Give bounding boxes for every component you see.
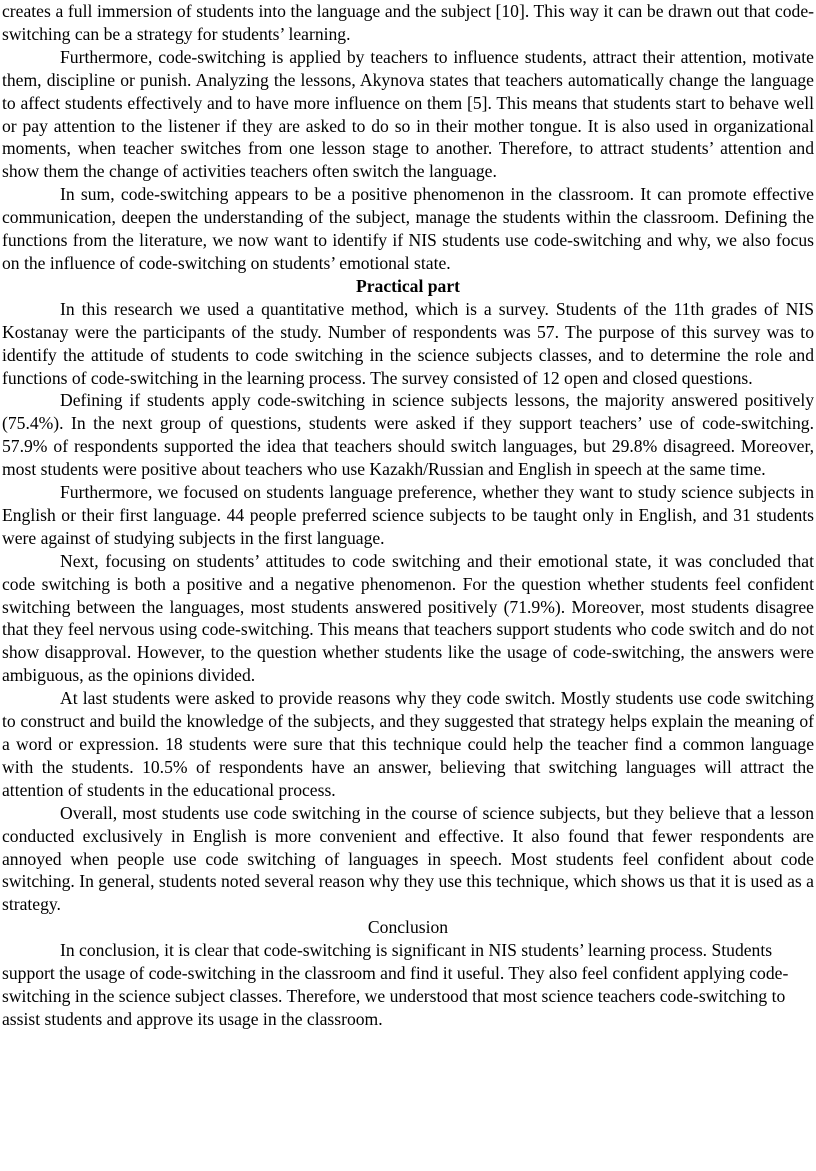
section-heading-conclusion: Conclusion bbox=[367, 917, 449, 938]
paragraph-method: In this research we used a quantitative method, which is a survey. Students of the 11th grades of NIS Kostanay were the participants of the study. Number of respondents was 57. The purpose of this survey was to identify the attitude of students to code switching in the science subjects classes, and to determine the role and functions of code-switching in the learning process. The survey consisted of 12 open and closed questions. bbox=[2, 298, 814, 388]
paragraph-conclusion: In conclusion, it is clear that code-switching is significant in NIS students’ learning process. Students support the usage of code-switching in the classroom and find it useful. They also feel confident applying code-switching in the science subject classes. Therefore, we understood that most science teachers code-switching to assist students and approve its usage in the classroom. bbox=[2, 940, 789, 1029]
paragraph-reasons: At last students were asked to provide reasons why they code switch. Mostly students use code switching to construct and build the knowledge of the subjects, and they suggested that strategy helps explain the meaning of a word or expression. 18 students were sure that this technique could help the teacher find a common language with the students. 10.5% of respondents have an answer, believing that switching languages will attract the attention of students in the educational process. bbox=[2, 688, 814, 800]
paragraph-overall: Overall, most students use code switching in the course of science subjects, but they believe that a lesson conducted exclusively in English is more convenient and effective. It also found that fewer respondents are annoyed when people use code switching of languages in speech. Most students feel confident about code switching. In general, students noted several reason why they use this technique, which shows us that it is used as a strategy. bbox=[2, 802, 814, 915]
section-heading-practical-part: Practical part bbox=[355, 275, 461, 296]
paragraph-language-preference: Furthermore, we focused on students language preference, whether they want to study science subjects in English or their first language. 44 people preferred science subjects to be taught only in English, and 31 students were against of studying subjects in the first language. bbox=[2, 482, 814, 548]
document-page bbox=[2, 0, 814, 1031]
paragraph-intro-continuation: creates a full immersion of students into the language and the subject [10]. This way it can be drawn out that code-switching can be a strategy for students’ learning. bbox=[2, 1, 814, 44]
paragraph-teacher-influence: Furthermore, code-switching is applied by teachers to influence students, attract their attention, motivate them, discipline or punish. Analyzing the lessons, Akynova states that teachers automatically change the language to affect students effectively and to have more influence on them [5]. This means that students start to behave well or pay attention to the listener if they are asked to do so in their mother tongue. It is also used in organizational moments, when teacher switches from one lesson stage to another. Therefore, to attract students’ attention and show them the change of activities teachers often switch the language. bbox=[2, 46, 814, 182]
paragraph-summary: In sum, code-switching appears to be a positive phenomenon in the classroom. It can promote effective communication, deepen the understanding of the subject, manage the students within the classroom. Defining the functions from the literature, we now want to identify if NIS students use code-switching and why, we also focus on the influence of code-switching on students’ emotional state. bbox=[2, 184, 814, 273]
paragraph-results-usage: Defining if students apply code-switching in science subjects lessons, the majority answered positively (75.4%). In the next group of questions, students were asked if they support teachers’ use of code-switching. 57.9% of respondents supported the idea that teachers should switch languages, but 29.8% disagreed. Moreover, most students were positive about teachers who use Kazakh/Russian and English in speech at the same time. bbox=[2, 390, 814, 480]
paragraph-attitudes: Next, focusing on students’ attitudes to code switching and their emotional state, it was concluded that code switching is both a positive and a negative phenomenon. For the question whether students feel confident switching between the languages, most students answered positively (71.9%). Moreover, most students disagree that they feel nervous using code-switching. This means that teachers support students who code switch and do not show disapproval. However, to the question whether students like the usage of code-switching, the answers were ambiguous, as the opinions divided. bbox=[2, 550, 814, 686]
